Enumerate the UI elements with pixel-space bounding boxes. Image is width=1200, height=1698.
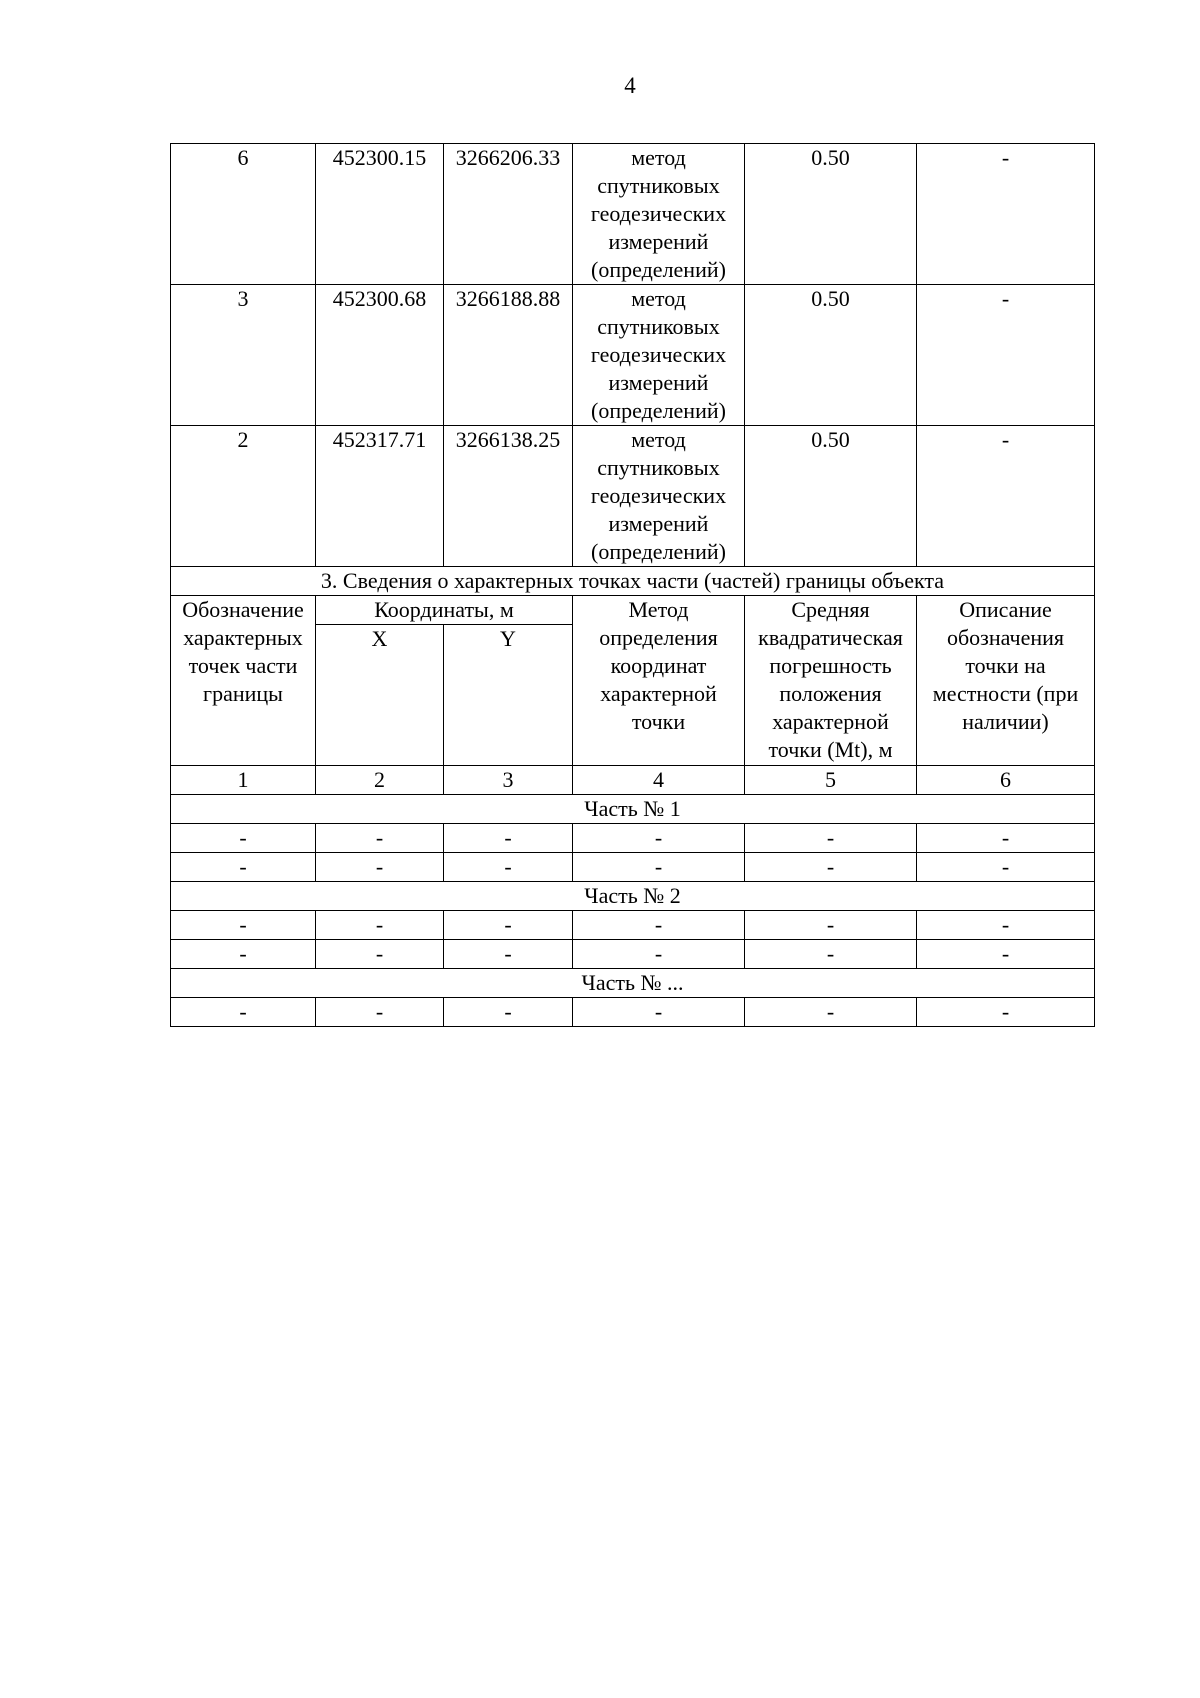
header-y: Y [444,625,573,766]
part-label: Часть № 2 [171,882,1095,911]
table-cell: - [745,853,917,882]
header-accuracy: Средняя квадратическая погрешность положения характерной точки (Mt), м [745,596,917,766]
table-cell: - [573,911,745,940]
table-cell: - [171,940,316,969]
table-cell: - [573,940,745,969]
table-cell: - [917,853,1095,882]
column-number-row [171,766,1095,795]
point-cell: 2 [171,426,316,567]
header-row [171,596,1095,625]
description-cell: - [917,285,1095,426]
table-cell: - [573,998,745,1027]
column-number: 4 [573,766,745,795]
table-cell: - [316,998,444,1027]
table-cell: - [573,824,745,853]
part-label: Часть № 1 [171,795,1095,824]
y-cell: 3266138.25 [444,426,573,567]
table-cell: - [745,824,917,853]
table-cell: - [444,853,573,882]
method-cell: метод спутниковых геодезических измерений (определений) [573,285,745,426]
table-cell: - [745,911,917,940]
accuracy-cell: 0.50 [745,144,917,285]
table-cell: - [917,911,1095,940]
point-cell: 6 [171,144,316,285]
table-cell: - [316,824,444,853]
table-cell: - [917,940,1095,969]
column-number: 2 [316,766,444,795]
table-cell: - [573,853,745,882]
point-cell: 3 [171,285,316,426]
table-cell: - [745,998,917,1027]
table-row [171,824,1095,853]
column-number: 3 [444,766,573,795]
table-row [171,426,1095,567]
header-coordinates: Координаты, м [316,596,573,625]
column-number: 1 [171,766,316,795]
boundary-points-table [170,143,1095,1027]
table-row [171,940,1095,969]
table-row [171,911,1095,940]
y-cell: 3266188.88 [444,285,573,426]
header-method: Метод определения координат характерной точки [573,596,745,766]
table-row [171,998,1095,1027]
x-cell: 452300.68 [316,285,444,426]
table-cell: - [444,998,573,1027]
part-label: Часть № ... [171,969,1095,998]
table-cell: - [745,940,917,969]
description-cell: - [917,426,1095,567]
table-cell: - [316,940,444,969]
table-cell: - [316,853,444,882]
table-cell: - [171,998,316,1027]
part-label-row [171,882,1095,911]
table-row [171,853,1095,882]
x-cell: 452317.71 [316,426,444,567]
x-cell: 452300.15 [316,144,444,285]
header-description: Описание обозначения точки на местности (при наличии) [917,596,1095,766]
table-cell: - [171,824,316,853]
accuracy-cell: 0.50 [745,426,917,567]
table-cell: - [171,853,316,882]
table-cell: - [444,940,573,969]
table-cell: - [917,998,1095,1027]
table-cell: - [444,824,573,853]
table-cell: - [444,911,573,940]
header-x: X [316,625,444,766]
method-cell: метод спутниковых геодезических измерений (определений) [573,144,745,285]
part-label-row [171,795,1095,824]
method-cell: метод спутниковых геодезических измерений (определений) [573,426,745,567]
table-row [171,144,1095,285]
header-designation: Обозначение характерных точек части границы [171,596,316,766]
table-cell: - [171,911,316,940]
column-number: 6 [917,766,1095,795]
y-cell: 3266206.33 [444,144,573,285]
section-title: 3. Сведения о характерных точках части (частей) границы объекта [171,567,1095,596]
section-title-row [171,567,1095,596]
table-cell: - [316,911,444,940]
table-row [171,285,1095,426]
part-label-row [171,969,1095,998]
page-number: 4 [624,73,636,98]
table-cell: - [917,824,1095,853]
column-number: 5 [745,766,917,795]
description-cell: - [917,144,1095,285]
accuracy-cell: 0.50 [745,285,917,426]
